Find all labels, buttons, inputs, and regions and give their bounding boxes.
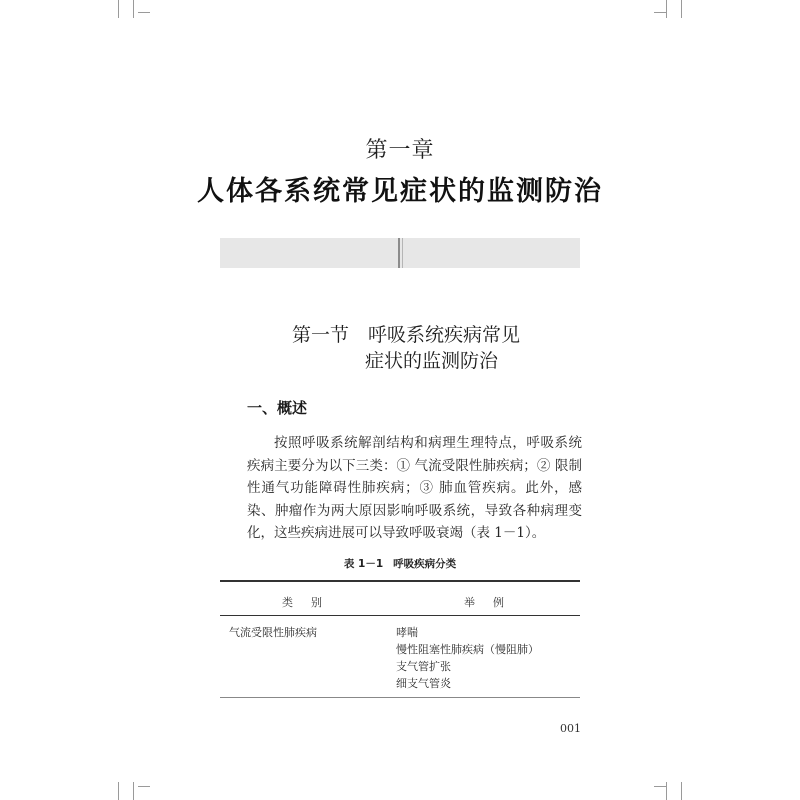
crop-mark — [681, 782, 682, 800]
section-title-line2: 症状的监测防治 — [365, 350, 499, 372]
table-bottom-rule — [220, 697, 580, 698]
page-number: 001 — [560, 722, 581, 735]
section-title-line1: 第一节 呼吸系统疾病常见 — [292, 324, 521, 346]
crop-mark — [666, 782, 667, 800]
crop-mark — [654, 786, 666, 787]
crop-mark — [118, 0, 119, 18]
chapter-number: 第一章 — [365, 138, 435, 163]
band-divider — [398, 238, 400, 268]
chapter-title: 人体各系统常见症状的监测防治 — [197, 176, 603, 207]
table-caption-number: 表 1－1 — [343, 558, 384, 570]
table-header-category: 类别 — [282, 596, 340, 609]
table-caption — [0, 556, 800, 571]
table-cell-example: 支气管扩张 — [396, 660, 451, 673]
table-cell-example: 慢性阻塞性肺疾病（慢阻肺） — [396, 643, 539, 656]
chapter-decor-band — [220, 238, 580, 268]
table-cell-category: 气流受限性肺疾病 — [229, 626, 317, 639]
crop-mark — [133, 0, 134, 18]
subheading-overview: 一、概述 — [247, 399, 308, 417]
crop-mark — [666, 0, 667, 18]
table-cell-example: 细支气管炎 — [396, 677, 451, 690]
body-paragraph: 按照呼吸系统解剖结构和病理生理特点，呼吸系统疾病主要分为以下三类：① 气流受限性肺疾病；② 限制性通气功能障碍性肺疾病；③ 肺血管疾病。此外，感染、肿瘤作为两大原因影响呼吸系统，导致各种病理变化，这些疾病进展可以导致呼吸衰竭（表 1－1）。 — [247, 435, 582, 541]
table-header-rule — [220, 615, 580, 616]
crop-mark — [138, 12, 150, 13]
section-title — [292, 322, 520, 374]
crop-mark — [681, 0, 682, 18]
table-caption-title: 呼吸疾病分类 — [393, 558, 457, 570]
crop-mark — [133, 782, 134, 800]
table-top-rule — [220, 580, 580, 582]
table-header-examples: 举例 — [464, 596, 522, 609]
crop-mark — [654, 12, 666, 13]
band-divider — [402, 238, 403, 268]
crop-mark — [118, 782, 119, 800]
table-cell-example: 哮喘 — [396, 626, 418, 639]
crop-mark — [138, 786, 150, 787]
